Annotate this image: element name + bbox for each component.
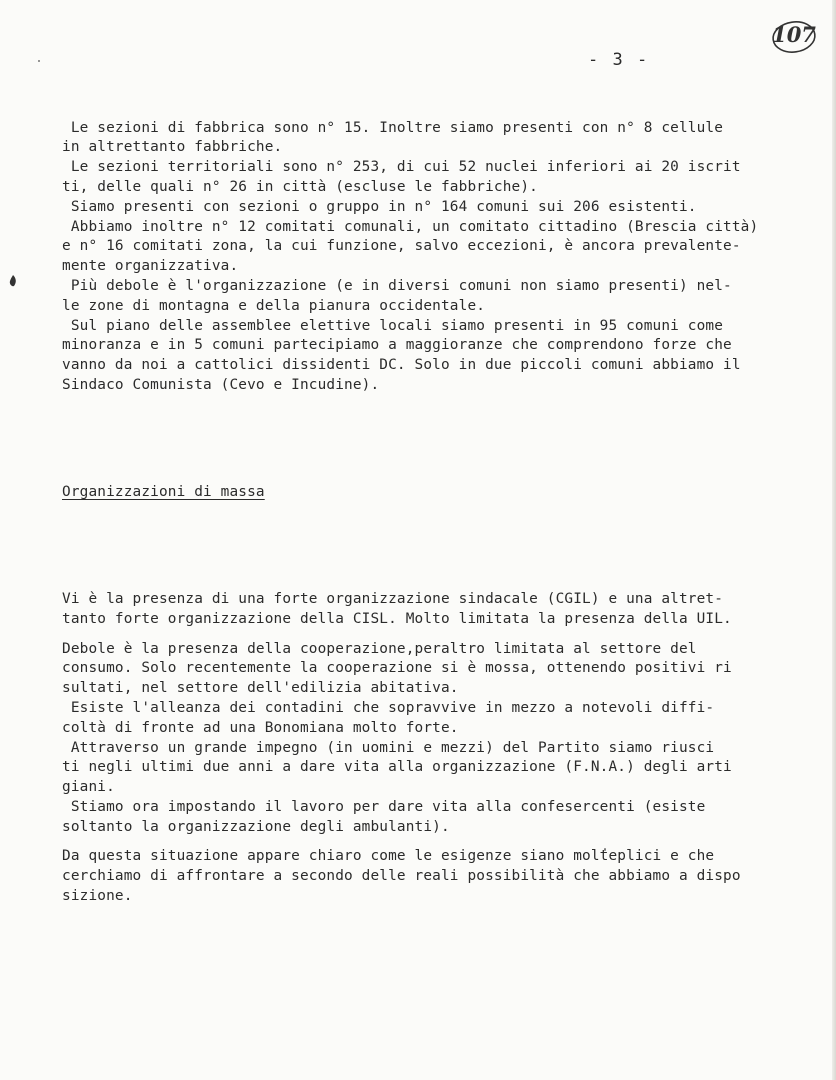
paragraph — [62, 699, 822, 739]
document-body — [62, 79, 822, 946]
paragraph — [62, 317, 822, 396]
paragraph — [62, 847, 822, 906]
text-line: sultati, nel settore dell'edilizia abitativa. — [62, 680, 459, 697]
spacer — [62, 630, 822, 640]
paragraph — [62, 640, 822, 699]
archive-stamp-number: 107 — [772, 22, 816, 47]
spacer — [62, 542, 822, 550]
text-line: consumo. Solo recentemente la cooperazione si è mossa, ottenendo positivi ri — [62, 660, 732, 677]
text-line: sizione. — [62, 888, 133, 905]
page-number: - 3 - — [588, 50, 650, 70]
text-line: minoranza e in 5 comuni partecipiamo a maggioranze che comprendono forze che — [62, 337, 732, 354]
text-line: coltà di fronte ad una Bonomiana molto forte. — [62, 719, 459, 736]
text-line: Abbiamo inoltre n° 12 comitati comunali, un comitato cittadino (Brescia città) — [62, 218, 759, 235]
text-line: e n° 16 comitati zona, la cui funzione, salvo eccezioni, è ancora prevalente- — [62, 238, 741, 255]
ink-mark-icon — [8, 275, 18, 287]
text-line: Sindaco Comunista (Cevo e Incudine). — [62, 376, 380, 393]
text-line: Vi è la presenza di una forte organizzazione sindacale (CGIL) e una altret- — [62, 590, 724, 607]
text-line: ti, delle quali n° 26 in città (escluse le fabbriche). — [62, 178, 538, 195]
paragraph — [62, 198, 822, 218]
text-line: in altrettanto fabbriche. — [62, 139, 283, 156]
spacer — [62, 837, 822, 847]
text-line: Esiste l'alleanza dei contadini che sopravvive in mezzo a notevoli diffi- — [62, 699, 715, 716]
text-line: giani. — [62, 779, 115, 796]
text-line: Debole è la presenza della cooperazione,peraltro limitata al settore del — [62, 640, 697, 657]
intro-paragraphs — [62, 119, 822, 396]
archive-stamp — [770, 16, 818, 56]
text-line: vanno da noi a cattolici dissidenti DC. Solo in due piccoli comuni abbiamo il — [62, 357, 741, 374]
text-line: soltanto la organizzazione degli ambulanti). — [62, 818, 450, 835]
paper-speck — [38, 60, 40, 62]
spacer — [62, 435, 822, 443]
section-paragraphs — [62, 590, 822, 907]
text-line: mente organizzativa. — [62, 258, 239, 275]
text-line: tanto forte organizzazione della CISL. Molto limitata la presenza della UIL. — [62, 610, 732, 627]
text-line: Le sezioni di fabbrica sono n° 15. Inoltre siamo presenti con n° 8 cellule — [62, 119, 724, 136]
section-heading: Organizzazioni di massa — [62, 483, 265, 500]
paragraph — [62, 739, 822, 798]
text-line: le zone di montagna e della pianura occidentale. — [62, 297, 486, 314]
text-line: Le sezioni territoriali sono n° 253, di cui 52 nuclei inferiori ai 20 iscrit — [62, 159, 741, 176]
paragraph — [62, 277, 822, 317]
text-line: Sul piano delle assemblee elettive locali siamo presenti in 95 comuni come — [62, 317, 724, 334]
paragraph — [62, 158, 822, 198]
text-line: Da questa situazione appare chiaro come le esigenze siano molteplici e che — [62, 848, 715, 865]
text-line: Stiamo ora impostando il lavoro per dare vita alla confesercenti (esiste — [62, 798, 706, 815]
page-edge-shadow — [832, 0, 836, 1080]
paragraph — [62, 798, 822, 838]
text-line: Siamo presenti con sezioni o gruppo in n° 164 comuni sui 206 esistenti. — [62, 198, 697, 215]
paragraph — [62, 119, 822, 159]
text-line: Attraverso un grande impegno (in uomini e mezzi) del Partito siamo riusci — [62, 739, 715, 756]
text-line: cerchiamo di affrontare a secondo delle reali possibilità che abbiamo a dispo — [62, 868, 741, 885]
paragraph — [62, 218, 822, 277]
text-line: ti negli ultimi due anni a dare vita alla organizzazione (F.N.A.) degli arti — [62, 759, 732, 776]
paragraph — [62, 590, 822, 630]
text-line: Più debole è l'organizzazione (e in diversi comuni non siamo presenti) nel- — [62, 277, 732, 294]
